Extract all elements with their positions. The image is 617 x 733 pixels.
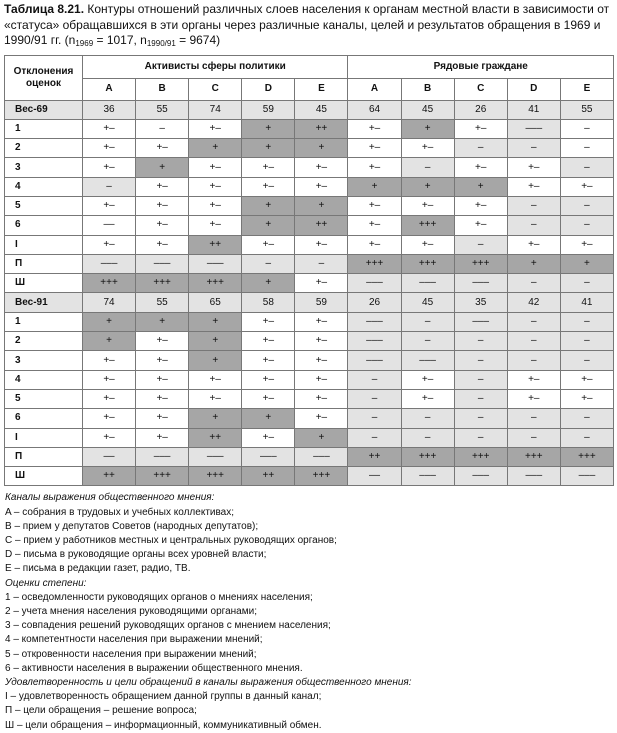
table-cell: – [295, 254, 348, 273]
table-cell: +– [189, 119, 242, 138]
table-cell: +– [189, 177, 242, 196]
legend-item: B – прием у депутатов Советов (народных депутатов); [5, 520, 259, 532]
table-cell: + [242, 274, 295, 293]
table-cell: +– [242, 332, 295, 351]
table-cell: +– [348, 235, 401, 254]
table-cell: + [189, 409, 242, 428]
table-cell: +– [560, 177, 613, 196]
table-cell: + [242, 409, 295, 428]
table-cell: +– [83, 139, 136, 158]
table-cell: ––– [348, 351, 401, 370]
table-cell: – [507, 196, 560, 215]
weight-cell: 55 [560, 100, 613, 119]
table-cell: + [136, 158, 189, 177]
table-row [5, 370, 614, 389]
table-row [5, 332, 614, 351]
table-row [5, 312, 614, 331]
table-cell: + [189, 351, 242, 370]
table-cell: +++ [83, 274, 136, 293]
table-cell: + [242, 119, 295, 138]
table-cell: – [507, 312, 560, 331]
table-row [5, 216, 614, 235]
table-cell: +– [189, 216, 242, 235]
table-row [5, 158, 614, 177]
legend-item: 2 – учета мнения населения руководящими органами; [5, 606, 257, 618]
table-cell: – [242, 254, 295, 273]
table-cell: + [136, 312, 189, 331]
table-cell: – [560, 332, 613, 351]
column-header-row [5, 79, 614, 100]
column-header: A [348, 79, 401, 100]
table-cell: +– [507, 177, 560, 196]
column-header: C [189, 79, 242, 100]
table-cell: – [348, 409, 401, 428]
table-cell: +– [136, 139, 189, 158]
table-cell: +– [560, 370, 613, 389]
table-cell: +– [348, 119, 401, 138]
table-cell: –– [83, 447, 136, 466]
row-label: 1 [5, 312, 83, 331]
legend-item: 5 – откровенности населения при выражении мнений; [5, 648, 257, 660]
legend-item: Ш – цели обращения – информационный, коммуникативный обмен. [5, 719, 322, 731]
column-header: A [83, 79, 136, 100]
table-cell: – [348, 370, 401, 389]
table-cell: +– [507, 235, 560, 254]
table-cell: +– [136, 196, 189, 215]
table-cell: – [560, 158, 613, 177]
corner-header: Отклонения оценок [5, 55, 83, 100]
weight-cell: 55 [136, 100, 189, 119]
column-header: B [136, 79, 189, 100]
legend-item: 6 – активности населения в выражении общественного мнения. [5, 662, 303, 674]
legend-heading: Каналы выражения общественного мнения: [5, 492, 215, 504]
caption-text: Контуры отношений различных слоев населения к органам местной власти в зависимости от «статуса» обращавшихся в эти органы через различные каналы, целей и результатов обращения в 1969 и 1990/91 гг. (n [4, 2, 610, 47]
section-weight-row [5, 100, 614, 119]
table-row [5, 428, 614, 447]
table-cell: – [560, 274, 613, 293]
section-label: Вес-69 [5, 100, 83, 119]
table-cell: +– [242, 370, 295, 389]
table-cell: – [401, 428, 454, 447]
table-cell: +– [189, 196, 242, 215]
table-cell: ––– [136, 447, 189, 466]
table-cell: +– [83, 351, 136, 370]
table-cell: +– [295, 409, 348, 428]
table-cell: +– [560, 235, 613, 254]
table-cell: ++ [295, 216, 348, 235]
table-cell: + [189, 332, 242, 351]
weight-cell: 45 [295, 100, 348, 119]
legend-item: A – собрания в трудовых и учебных коллективах; [5, 506, 235, 518]
legend-item: D – письма в руководящие органы всех уровней власти; [5, 549, 267, 561]
row-label: 4 [5, 177, 83, 196]
table-cell: – [454, 351, 507, 370]
table-cell: – [560, 351, 613, 370]
table-cell: +– [454, 158, 507, 177]
table-row [5, 467, 614, 486]
table-row [5, 351, 614, 370]
table-cell: +– [242, 235, 295, 254]
table-cell: –– [83, 216, 136, 235]
table-cell: – [401, 158, 454, 177]
row-label: 5 [5, 196, 83, 215]
legend-item: E – письма в редакции газет, радио, ТВ. [5, 563, 191, 575]
table-cell: +– [189, 158, 242, 177]
table-cell: +– [560, 389, 613, 408]
column-header: E [295, 79, 348, 100]
table-cell: +– [83, 389, 136, 408]
table-cell: +– [136, 235, 189, 254]
row-label: П [5, 254, 83, 273]
table-cell: +– [242, 428, 295, 447]
table-cell: +– [136, 351, 189, 370]
table-cell: – [560, 139, 613, 158]
table-cell: –– [348, 467, 401, 486]
row-label: П [5, 447, 83, 466]
weight-cell: 74 [189, 100, 242, 119]
table-cell: +– [295, 332, 348, 351]
row-label: 6 [5, 409, 83, 428]
table-cell: ––– [136, 254, 189, 273]
table-cell: ++ [189, 235, 242, 254]
table-cell: +– [295, 158, 348, 177]
column-header: D [507, 79, 560, 100]
table-cell: – [507, 332, 560, 351]
table-cell: ––– [189, 254, 242, 273]
table-cell: – [507, 428, 560, 447]
legend-item: П – цели обращения – решение вопроса; [5, 705, 197, 717]
table-cell: + [401, 177, 454, 196]
table-cell: + [507, 254, 560, 273]
weight-cell: 41 [507, 100, 560, 119]
table-cell: + [83, 332, 136, 351]
row-label: 2 [5, 332, 83, 351]
table-cell: +– [242, 312, 295, 331]
row-label: 1 [5, 119, 83, 138]
table-cell: + [295, 428, 348, 447]
column-header: B [401, 79, 454, 100]
table-cell: + [560, 254, 613, 273]
table-cell: +– [136, 409, 189, 428]
table-cell: – [507, 351, 560, 370]
table-cell: + [242, 139, 295, 158]
table-row [5, 139, 614, 158]
table-cell: ––– [401, 467, 454, 486]
caption-mid: = 1017, n [93, 33, 147, 47]
table-cell: + [295, 196, 348, 215]
table-cell: +– [83, 370, 136, 389]
table-cell: ––– [242, 447, 295, 466]
weight-cell: 26 [348, 293, 401, 312]
table-row [5, 389, 614, 408]
table-cell: +++ [454, 447, 507, 466]
table-cell: +– [348, 158, 401, 177]
row-label: 4 [5, 370, 83, 389]
row-label: 2 [5, 139, 83, 158]
table-cell: +– [242, 351, 295, 370]
weight-cell: 41 [560, 293, 613, 312]
row-label: 6 [5, 216, 83, 235]
table-cell: + [348, 177, 401, 196]
weight-cell: 58 [242, 293, 295, 312]
table-cell: +– [401, 196, 454, 215]
section-weight-row [5, 293, 614, 312]
table-cell: +– [401, 370, 454, 389]
table-cell: ––– [507, 467, 560, 486]
table-row [5, 274, 614, 293]
weight-cell: 45 [401, 293, 454, 312]
table-cell: – [560, 216, 613, 235]
weight-cell: 36 [83, 100, 136, 119]
table-cell: +– [454, 119, 507, 138]
weight-cell: 59 [242, 100, 295, 119]
table-cell: – [454, 139, 507, 158]
table-cell: – [348, 428, 401, 447]
row-label: Ш [5, 274, 83, 293]
table-cell: +– [295, 312, 348, 331]
table-cell: – [560, 409, 613, 428]
table-cell: +– [242, 389, 295, 408]
table-cell: +– [295, 235, 348, 254]
table-cell: – [454, 235, 507, 254]
table-cell: ++ [295, 119, 348, 138]
table-cell: – [454, 370, 507, 389]
legend-item: C – прием у работников местных и центральных руководящих органов; [5, 535, 337, 547]
legend-item: 1 – осведомленности руководящих органов о мнениях населения; [5, 591, 313, 603]
table-cell: – [401, 332, 454, 351]
table-cell: +– [401, 235, 454, 254]
table-cell: +– [507, 370, 560, 389]
weight-cell: 42 [507, 293, 560, 312]
row-label: Ш [5, 467, 83, 486]
table-cell: ––– [560, 467, 613, 486]
table-cell: – [454, 332, 507, 351]
table-cell: +– [295, 389, 348, 408]
table-cell: – [136, 119, 189, 138]
table-caption [4, 2, 613, 49]
row-label: 5 [5, 389, 83, 408]
table-cell: ––– [83, 254, 136, 273]
row-label: 3 [5, 158, 83, 177]
weight-cell: 35 [454, 293, 507, 312]
table-cell: +++ [189, 467, 242, 486]
table-cell: – [454, 428, 507, 447]
weight-cell: 26 [454, 100, 507, 119]
table-cell: – [560, 119, 613, 138]
column-header: D [242, 79, 295, 100]
weight-cell: 45 [401, 100, 454, 119]
table-cell: ++ [83, 467, 136, 486]
table-cell: + [83, 312, 136, 331]
table-cell: +– [348, 216, 401, 235]
table-cell: +– [189, 370, 242, 389]
legend-item: 4 – компетентности населения при выражении мнений; [5, 634, 263, 646]
table-row [5, 409, 614, 428]
legend-heading: Оценки степени: [5, 577, 87, 589]
table-cell: +– [242, 158, 295, 177]
table-cell: +– [454, 196, 507, 215]
table-cell: +– [295, 177, 348, 196]
table-cell: +– [242, 177, 295, 196]
table-cell: – [507, 409, 560, 428]
row-label: 3 [5, 351, 83, 370]
legend [4, 491, 613, 732]
table-cell: – [560, 428, 613, 447]
table-body [5, 100, 614, 486]
table-cell: +++ [136, 467, 189, 486]
legend-item: 3 – совпадения решений руководящих органов с мнением населения; [5, 620, 331, 632]
table-cell: +– [189, 389, 242, 408]
table-cell: +– [136, 428, 189, 447]
table-cell: +– [83, 409, 136, 428]
table-cell: +– [401, 139, 454, 158]
table-cell: ++ [189, 428, 242, 447]
weight-cell: 74 [83, 293, 136, 312]
table-cell: – [507, 216, 560, 235]
table-cell: + [401, 119, 454, 138]
caption-label: Таблица 8.21. [4, 2, 85, 16]
table-cell: +– [295, 370, 348, 389]
table-row [5, 196, 614, 215]
table-cell: + [189, 312, 242, 331]
table-cell: +– [83, 196, 136, 215]
table-cell: ––– [454, 274, 507, 293]
table-cell: +++ [401, 254, 454, 273]
table-cell: +– [507, 158, 560, 177]
table-row [5, 177, 614, 196]
table-cell: +– [507, 389, 560, 408]
table-cell: +++ [401, 216, 454, 235]
weight-cell: 55 [136, 293, 189, 312]
table-cell: – [454, 389, 507, 408]
table-cell: ––– [401, 351, 454, 370]
table-row [5, 447, 614, 466]
weight-cell: 59 [295, 293, 348, 312]
weight-cell: 65 [189, 293, 242, 312]
caption-sub-1990: 1990/91 [146, 39, 176, 48]
table-cell: +++ [454, 254, 507, 273]
table-cell: – [507, 139, 560, 158]
group-header-activists: Активисты сферы политики [83, 55, 348, 79]
table-cell: + [189, 139, 242, 158]
table-cell: + [242, 216, 295, 235]
table-cell: – [401, 312, 454, 331]
column-header: C [454, 79, 507, 100]
group-header-citizens: Рядовые граждане [348, 55, 614, 79]
table-cell: ––– [348, 274, 401, 293]
table-cell: ––– [454, 312, 507, 331]
table-cell: +– [295, 351, 348, 370]
table-cell: +– [348, 139, 401, 158]
table-cell: ++ [242, 467, 295, 486]
table-cell: + [295, 139, 348, 158]
table-row [5, 119, 614, 138]
table-cell: – [560, 312, 613, 331]
table-cell: +++ [507, 447, 560, 466]
table-cell: +– [136, 216, 189, 235]
table-cell: +– [83, 119, 136, 138]
caption-end: = 9674) [175, 33, 221, 47]
table-cell: – [83, 177, 136, 196]
table-row [5, 254, 614, 273]
table-cell: ––– [507, 119, 560, 138]
table-cell: +++ [189, 274, 242, 293]
table-cell: ––– [295, 447, 348, 466]
table-cell: – [507, 274, 560, 293]
table-cell: +– [454, 216, 507, 235]
table-cell: ––– [348, 312, 401, 331]
table-cell: ––– [348, 332, 401, 351]
legend-item: I – удовлетворенность обращением данной группы в данный канал; [5, 691, 322, 703]
table-cell: +– [348, 196, 401, 215]
table-cell: ––– [454, 467, 507, 486]
table-cell: +++ [348, 254, 401, 273]
table-cell: +– [136, 370, 189, 389]
table-cell: ++ [348, 447, 401, 466]
weight-cell: 64 [348, 100, 401, 119]
table-cell: +– [136, 177, 189, 196]
table-cell: + [242, 196, 295, 215]
section-label: Вес-91 [5, 293, 83, 312]
data-table [4, 55, 614, 487]
table-cell: – [401, 409, 454, 428]
table-cell: +++ [560, 447, 613, 466]
table-cell: + [454, 177, 507, 196]
table-cell: +++ [295, 467, 348, 486]
table-cell: +– [136, 332, 189, 351]
table-cell: +++ [401, 447, 454, 466]
column-header: E [560, 79, 613, 100]
table-cell: ––– [401, 274, 454, 293]
table-cell: +– [295, 274, 348, 293]
row-label: I [5, 428, 83, 447]
caption-sub-1969: 1969 [75, 39, 94, 48]
legend-heading: Удовлетворенность и цели обращений в каналы выражения общественного мнения: [5, 677, 412, 689]
table-cell: +– [83, 235, 136, 254]
table-cell: +– [83, 158, 136, 177]
table-cell: +– [401, 389, 454, 408]
table-cell: +++ [136, 274, 189, 293]
table-cell: – [454, 409, 507, 428]
table-cell: +– [83, 428, 136, 447]
table-row [5, 235, 614, 254]
table-cell: ––– [189, 447, 242, 466]
table-cell: – [560, 196, 613, 215]
row-label: I [5, 235, 83, 254]
table-cell: +– [136, 389, 189, 408]
table-cell: – [348, 389, 401, 408]
